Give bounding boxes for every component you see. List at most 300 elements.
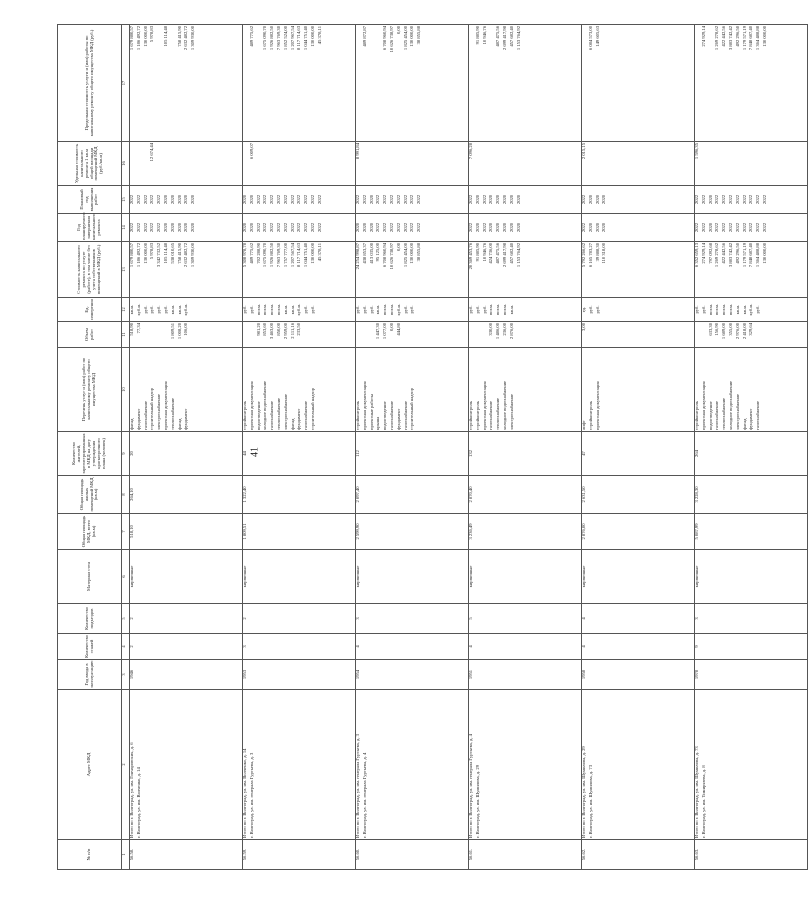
year-plan <box>356 186 469 214</box>
cost <box>695 242 808 298</box>
unit-line: руб. <box>368 305 374 314</box>
limit-cost-line: 6 084 573,00 <box>587 26 593 51</box>
column-number: 3 <box>122 660 130 690</box>
limit-cost-line: 130 000,00 <box>761 26 767 47</box>
unit-cost-line: 2 015,15 <box>581 143 586 160</box>
column-number: 16 <box>122 142 130 186</box>
works-line: водоотведение <box>255 401 261 430</box>
year-plan-line: 2022 <box>481 194 487 205</box>
works-line: холодное водоснабжение <box>262 380 268 430</box>
unit-cost-line <box>376 143 383 184</box>
column-header: Адрес МКД <box>58 690 122 840</box>
cost-line: 422 442,56 <box>721 243 727 264</box>
volume-line: 444,80 <box>395 323 401 336</box>
year-end-line: 2022 <box>694 222 699 233</box>
unit-cost-line <box>363 143 370 184</box>
unit-cost-line <box>130 143 137 184</box>
row-number: 56.61. <box>469 840 582 870</box>
volume-line <box>144 323 151 346</box>
unit-line: руб. <box>361 305 367 314</box>
unit-cost-line <box>517 143 524 184</box>
entrances: 2 <box>130 604 243 634</box>
volume-line <box>243 323 250 346</box>
year-plan-line: 2022 <box>355 194 360 205</box>
wall-material: кирпичные <box>356 550 469 604</box>
works-line: электроснабжение <box>734 393 740 430</box>
unit-cost-line <box>370 143 377 184</box>
year-end-line: 2022 <box>296 222 302 233</box>
limit-cost-line: 38 855,88 <box>416 26 422 45</box>
year-plan-line: 2020 <box>248 194 254 205</box>
year-plan-line: 2022 <box>721 194 727 205</box>
limit-cost-line: 422 442,56 <box>721 26 727 47</box>
unit-cost-line <box>503 143 510 184</box>
year-plan-line: 2022 <box>361 194 367 205</box>
year-plan-line: 2022 <box>309 194 315 205</box>
unit <box>582 298 695 322</box>
row-number: 56.60. <box>356 840 469 870</box>
year-end-line: 2022 <box>156 222 162 233</box>
limit-cost-line: 0,00 <box>395 26 401 35</box>
cost-line: 797 092,68 <box>707 243 713 264</box>
limit-cost-line: 10 626 738,97 <box>388 26 394 53</box>
unit-cost-line <box>164 143 171 184</box>
year-plan-line: 2020 <box>162 194 168 205</box>
cost-line: 10 946,76 <box>481 243 487 262</box>
limit-cost-line: 1 269 278,62 <box>714 26 720 51</box>
works <box>130 348 243 432</box>
year-plan-line: 2022 <box>135 194 141 205</box>
cost-line: 3 342 732,52 <box>156 243 162 268</box>
limit-cost-line: 1 179 571,19 <box>741 26 747 51</box>
cost <box>243 242 356 298</box>
cost-line: 758 415,90 <box>176 243 182 264</box>
cost-line: 1 364 488,88 <box>755 243 761 268</box>
volume-line: 156,90 <box>714 323 720 336</box>
year-plan-line: 2022 <box>468 194 473 205</box>
volume-line: 518,90 <box>129 323 134 336</box>
area-living: 3 228,30 <box>695 476 808 514</box>
volume-line <box>311 323 318 346</box>
cost-line: 413 035,00 <box>368 243 374 264</box>
year-plan-line: 2020 <box>508 194 514 205</box>
year-end-line: 2022 <box>269 222 275 233</box>
year-plan-line: 2022 <box>581 194 586 205</box>
volume-line: 236,00 <box>501 323 507 336</box>
unit-cost-line <box>284 143 291 184</box>
cost-line: 1 309 930,00 <box>190 243 196 268</box>
volume-line <box>150 323 157 346</box>
year-end-line: 2022 <box>402 222 408 233</box>
year-end-line: 2022 <box>275 222 281 233</box>
year-plan-line: 2022 <box>700 194 706 205</box>
unit-line: пог.м. <box>495 303 501 316</box>
volume-line <box>356 323 363 346</box>
works-line: холодное водоснабжение <box>501 380 507 430</box>
limit-cost-line: 45 378,11 <box>316 26 322 45</box>
works-line: проектная документация <box>481 381 487 430</box>
volume <box>243 322 356 348</box>
floors: 4 <box>582 634 695 660</box>
year-built: 1978 <box>695 660 808 690</box>
works-line: газоснабжение <box>142 401 148 430</box>
works-line: фундамент <box>183 408 189 430</box>
year-end <box>243 214 356 242</box>
cost-line: 702 288,90 <box>255 243 261 264</box>
row-number: 56.58. <box>130 840 243 870</box>
unit-line: пог.м. <box>727 303 733 316</box>
column-number: 8 <box>122 476 130 514</box>
address-line: Итого по г. Волгоград, ул. им. Шумилова, д. 29 <box>581 746 586 838</box>
column-header: Год ввода в эксплуатацию <box>58 660 122 690</box>
unit-cost <box>130 142 243 186</box>
year-plan-line: 2022 <box>714 194 720 205</box>
limit-cost-line: 5 978,83 <box>149 26 155 43</box>
address <box>356 690 469 840</box>
year-end <box>469 214 582 242</box>
works-line: фасад <box>289 418 295 430</box>
cost-line: 6 708 960,94 <box>382 243 388 268</box>
residents: 47 <box>582 432 695 476</box>
cost-line: 130 000,00 <box>409 243 415 264</box>
year-end-line: 2020 <box>169 222 175 233</box>
year-end-line: 2020 <box>183 222 189 233</box>
unit <box>130 298 243 322</box>
year-built: 1946 <box>130 660 243 690</box>
works-line: водоотведение <box>707 401 713 430</box>
year-plan-line: 2022 <box>316 194 322 205</box>
works-line: газоснабжение <box>402 401 408 430</box>
works-line: крыша <box>375 416 381 430</box>
cost-line: 487 475,56 <box>495 243 501 264</box>
unit-cost-line: 12 674,44 <box>149 143 155 162</box>
unit-cost-line <box>736 143 743 184</box>
year-end-line: 2022 <box>282 222 288 233</box>
limit-cost-line <box>602 26 609 140</box>
works-line: проектные работы <box>368 393 374 430</box>
area-living: 264,10 <box>130 476 243 514</box>
cost-line: 0,00 <box>395 243 401 252</box>
unit-line: руб. <box>248 305 254 314</box>
year-plan-line: 2022 <box>761 194 767 205</box>
unit-cost-line <box>397 143 404 184</box>
column-header: Перечень услуг и (или) работ по капитальному ремонту общего имущества МКД <box>58 348 122 432</box>
volume-line: 1 008,20 <box>176 323 182 340</box>
volume-line: 1 689,00 <box>721 323 727 340</box>
unit-line: пог.м. <box>388 303 394 316</box>
volume-line <box>695 323 702 346</box>
volume-line <box>363 323 370 346</box>
works-line: газоснабжение <box>388 401 394 430</box>
limit-cost-line: 489 872,87 <box>361 26 367 47</box>
year-plan-line: 2022 <box>303 194 309 205</box>
works-line: газоснабжение <box>269 401 275 430</box>
cost-line: 3 883 742,42 <box>727 243 733 268</box>
works-line: газоснабжение <box>755 401 761 430</box>
year-plan-line: 2022 <box>382 194 388 205</box>
unit-line: руб. <box>149 305 155 314</box>
works-line: строительный надзор <box>309 387 315 430</box>
column-number: 13 <box>122 242 130 298</box>
unit-line: пог.м. <box>262 303 268 316</box>
table-row <box>582 25 695 870</box>
year-end-line: 2020 <box>488 222 494 233</box>
address-line: г. Волгоград, ул. им. Шумилова, д. 29 <box>474 764 480 838</box>
limit-cost-line: 1 153 764,92 <box>515 26 521 51</box>
unit-cost-line <box>729 143 736 184</box>
year-plan <box>130 186 243 214</box>
entrances: 2 <box>243 604 356 634</box>
cost-line: 130 000,00 <box>309 243 315 264</box>
limit-cost-line: 149 605,63 <box>594 26 600 47</box>
unit-cost-line <box>763 143 770 184</box>
limit-cost <box>243 25 356 142</box>
row-number: 56.63. <box>695 840 808 870</box>
unit <box>695 298 808 322</box>
unit-line: куб.м. <box>296 303 302 316</box>
year-plan-line: 2020 <box>474 194 480 205</box>
year-end-line: 2022 <box>727 222 733 233</box>
works-line: фасад <box>129 418 134 430</box>
limit-cost-line: 130 000,00 <box>142 26 148 47</box>
address-line: Итого по г. Волгоград, ул. им. Шумилова, д. 73 <box>694 746 699 838</box>
cost-line: 1 269 278,62 <box>714 243 720 268</box>
year-built: 1954 <box>356 660 469 690</box>
column-header: Плановый год выполнения работ <box>58 186 122 214</box>
year-plan-line: 2022 <box>289 194 295 205</box>
unit-line: пог.м. <box>721 303 727 316</box>
address-line: г. Волгоград, ул. им. генерала Гуртьева, д. 3 <box>248 752 254 838</box>
volume-line: 850,00 <box>275 323 281 336</box>
cost-line: 110 318,00 <box>601 243 607 264</box>
year-plan-line: 2022 <box>409 194 415 205</box>
works-line: стройконтроль <box>242 401 247 430</box>
limit-cost-line: 91 885,90 <box>474 26 480 45</box>
year-end-line: 2022 <box>395 222 401 233</box>
column-number: 1 <box>122 840 130 870</box>
year-plan-line: 2022 <box>296 194 302 205</box>
year-plan-line: 2020 <box>169 194 175 205</box>
year-end-line: 2022 <box>741 222 747 233</box>
works-line: теплоснабжение <box>721 397 727 430</box>
year-plan-line: 2022 <box>149 194 155 205</box>
column-number: 9 <box>122 432 130 476</box>
residents: 264 <box>695 432 808 476</box>
volume <box>695 322 808 348</box>
area-living: 2 631,50 <box>582 476 695 514</box>
year-built: 1951 <box>469 660 582 690</box>
address-line: г. Волгоград, ул. им. Шумилова, д. 73 <box>587 764 593 838</box>
year-end <box>582 214 695 242</box>
volume-line: 77,34 <box>135 323 141 334</box>
unit-cost-line <box>404 143 411 184</box>
year-end-line: 2020 <box>242 222 247 233</box>
limit-cost-line: 492 296,50 <box>734 26 740 47</box>
works-line: теплоснабжение <box>275 397 281 430</box>
year-end-line: 2022 <box>748 222 754 233</box>
limit-cost-line: 2 632 482,72 <box>183 26 189 51</box>
works-line: газоснабжение <box>303 401 309 430</box>
year-plan-line: 2022 <box>388 194 394 205</box>
works-line: фундамент <box>135 408 141 430</box>
area-living: 1 322,40 <box>243 476 356 514</box>
limit-cost-line: 1 852 524,00 <box>282 26 288 51</box>
works-line: газоснабжение <box>714 401 720 430</box>
year-plan-line: 2022 <box>694 194 699 205</box>
unit-line: кв.м. <box>734 304 740 315</box>
limit-cost-line: 7 848 687,40 <box>748 26 754 51</box>
year-end <box>130 214 243 242</box>
works-line: строительный надзор <box>149 387 155 430</box>
works-line: проектная документация <box>594 381 600 430</box>
cost-line: 424 736,00 <box>488 243 494 264</box>
residents: 44 <box>243 432 356 476</box>
unit-cost-line <box>476 143 483 184</box>
wall-material: кирпичные <box>243 550 356 604</box>
unit-line: руб. <box>587 305 593 314</box>
floors: 4 <box>356 634 469 660</box>
year-plan-line: 2020 <box>190 194 196 205</box>
unit-cost-line <box>318 143 325 184</box>
year-end-line: 2022 <box>761 222 767 233</box>
area-total: 2 599,90 <box>356 514 469 550</box>
year-end-line: 2022 <box>416 222 422 233</box>
cost-line: 130 000,00 <box>142 243 148 264</box>
unit-cost-line <box>137 143 144 184</box>
volume-line: 329,64 <box>748 323 754 336</box>
works-line: водоотведение <box>382 401 388 430</box>
residents: 20 <box>130 432 243 476</box>
year-end-line: 2022 <box>309 222 315 233</box>
unit-cost-line <box>489 143 496 184</box>
limit-cost-line: 1 926 882,50 <box>269 26 275 51</box>
area-living: 2 097,40 <box>356 476 469 514</box>
limit-cost-line: 487 475,56 <box>495 26 501 47</box>
cost-line: 5 978,83 <box>149 243 155 260</box>
volume-line <box>410 323 417 346</box>
column-header: Материал стен <box>58 550 122 604</box>
limit-cost-line: 3 883 742,42 <box>727 26 733 51</box>
cost-line: 7 848 687,40 <box>748 243 754 268</box>
year-plan-line: 2022 <box>748 194 754 205</box>
limit-cost-line: 457 682,40 <box>508 26 514 47</box>
volume <box>469 322 582 348</box>
works-line: фундамент <box>748 408 754 430</box>
unit-line: пог.м. <box>275 303 281 316</box>
limit-cost-line: 1 825 454,00 <box>402 26 408 51</box>
unit-cost-line <box>417 143 424 184</box>
year-end-line: 2020 <box>515 222 521 233</box>
year-end-line: 2022 <box>581 222 586 233</box>
unit-cost-line <box>171 143 178 184</box>
works <box>695 348 808 432</box>
address-line: г. Волгоград, ул. им. генерала Гуртьева, д. 4 <box>361 752 367 838</box>
unit-line: пог.м. <box>382 303 388 316</box>
table-row <box>243 25 356 870</box>
limit-cost-line: 105 114,48 <box>162 26 168 47</box>
year-plan <box>469 186 582 214</box>
column-number: 14 <box>122 214 130 242</box>
wall-material: кирпичные <box>582 550 695 604</box>
works-line: строительный надзор <box>409 387 415 430</box>
limit-cost <box>469 25 582 142</box>
unit-line: пог.м. <box>269 303 275 316</box>
year-plan-line: 2020 <box>495 194 501 205</box>
floors: 2 <box>130 634 243 660</box>
header-row <box>58 25 122 870</box>
works-line: теплоснабжение <box>495 397 501 430</box>
unit-cost-line <box>496 143 503 184</box>
unit-line: пог.м. <box>488 303 494 316</box>
unit-cost-line <box>157 143 164 184</box>
year-plan <box>582 186 695 214</box>
entrances: 3 <box>356 604 469 634</box>
unit-line: руб. <box>242 305 247 314</box>
unit-cost <box>582 142 695 186</box>
address-line: г. Волгоград, ул. им. Волченко, д. 14 <box>135 767 141 838</box>
cost-line: 1 044 751,40 <box>303 243 309 268</box>
cost-line: 20 369 453,76 <box>468 243 473 270</box>
limit-cost-line: 1 207 967,54 <box>289 26 295 51</box>
address <box>582 690 695 840</box>
volume-line: 2 876,00 <box>508 323 514 340</box>
year-plan-line: 2020 <box>183 194 189 205</box>
works-line: теплоснабжение <box>169 397 175 430</box>
unit-cost-line <box>390 143 397 184</box>
limit-cost-line: 1 675 090,70 <box>262 26 268 51</box>
unit-line: руб. <box>402 305 408 314</box>
unit-line: ед. <box>581 306 586 313</box>
year-plan-line: 2020 <box>242 194 247 205</box>
unit-cost-line <box>743 143 750 184</box>
volume-line: 2 111,16 <box>289 323 295 339</box>
unit-line: руб. <box>142 305 148 314</box>
address-line: г. Волгоград, ул. им. Тимирязева, д. 8 <box>700 765 706 838</box>
address-line: Итого по г. Волгоград, ул. им. Гончаровских, д. 6 <box>129 742 134 838</box>
column-number: 5 <box>122 604 130 634</box>
year-plan-line: 2020 <box>488 194 494 205</box>
cost-line: 45 378,11 <box>316 243 322 262</box>
works-line: электроснабжение <box>282 393 288 430</box>
unit-line: руб. <box>700 305 706 314</box>
volume-line: 2 976,00 <box>734 323 740 340</box>
entrances: 5 <box>469 604 582 634</box>
unit-line: кв.м. <box>129 304 134 315</box>
volume-line: 233,50 <box>296 323 302 336</box>
year-plan-line: 2022 <box>416 194 422 205</box>
year-plan-line: 2022 <box>262 194 268 205</box>
column-header: Объем работ <box>58 322 122 348</box>
unit-line: руб. <box>474 305 480 314</box>
column-header: Количество подъездов <box>58 604 122 634</box>
cost <box>130 242 243 298</box>
year-plan-line: 2022 <box>142 194 148 205</box>
year-end-line: 2022 <box>142 222 148 233</box>
volume-line <box>596 323 603 346</box>
limit-cost-line: 1 044 751,40 <box>303 26 309 51</box>
address-line: Итого по г. Волгоград, ул. им. генерала Гуртьева, д. 3 <box>355 734 360 838</box>
table-row <box>130 25 243 870</box>
works-line: фасад <box>741 418 747 430</box>
works-line: стройконтроль <box>474 401 480 430</box>
year-plan-line: 2022 <box>269 194 275 205</box>
unit <box>356 298 469 322</box>
column-header: Стоимость капитального ремонта по услуге (работе), в том числе без учета собственников помещений в МКД (руб.) <box>58 242 122 298</box>
limit-cost-line: 2 699 417,98 <box>501 26 507 51</box>
address <box>695 690 808 840</box>
year-end-line: 2022 <box>316 222 322 233</box>
unit-cost-line <box>304 143 311 184</box>
